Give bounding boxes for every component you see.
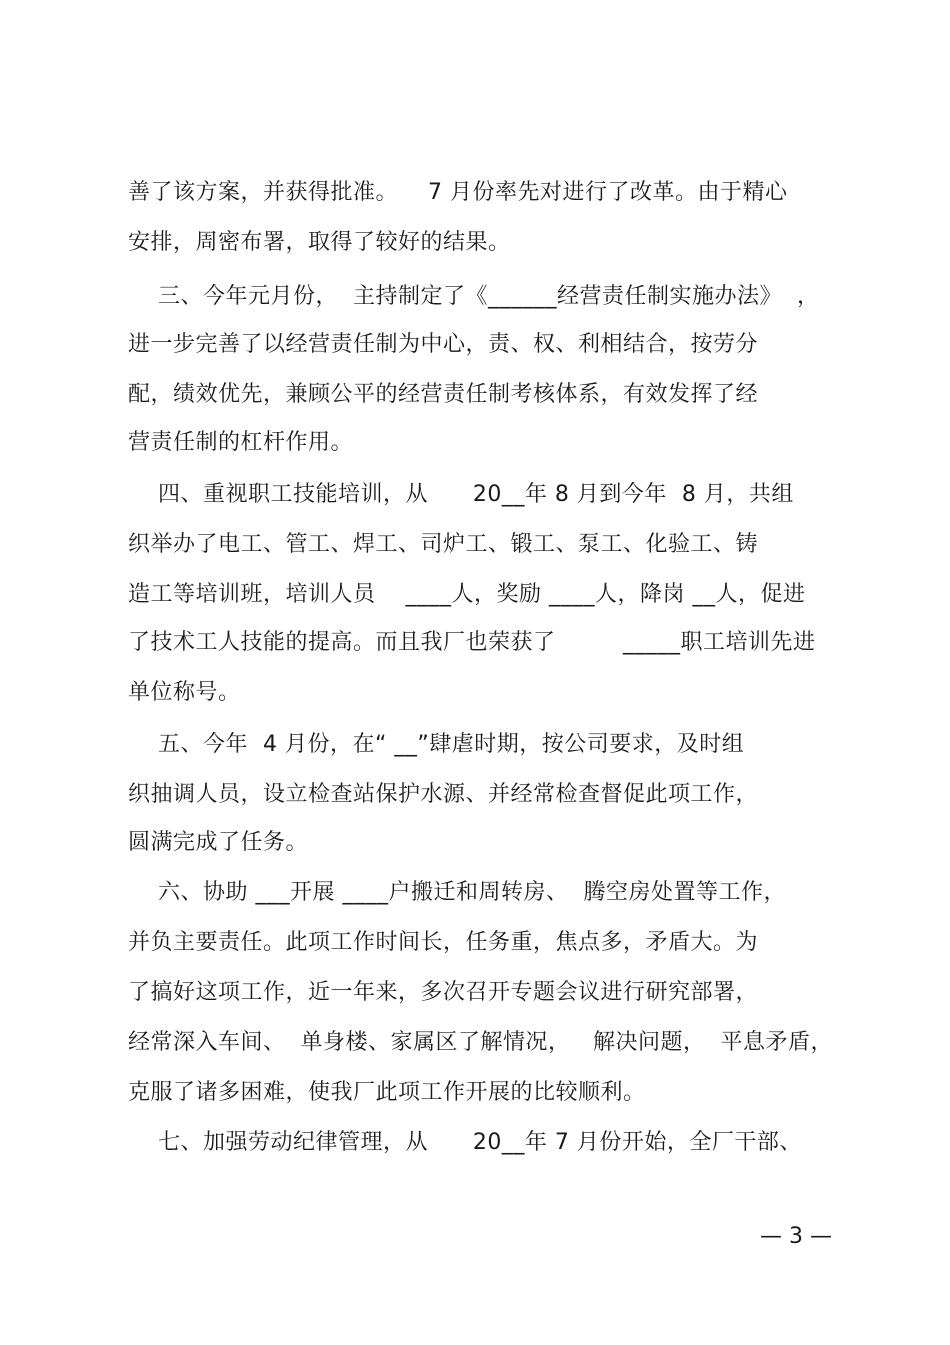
text-line: 四、重视职工技能培训，从 20__年 8 月到今年 8 月，共组 bbox=[128, 482, 794, 507]
text-line: 了技术工人技能的提高。而且我厂也荣获了 _____职工培训先进 bbox=[128, 630, 816, 655]
text-line: 营责任制的杠杆作用。 bbox=[128, 430, 354, 455]
text-line: 造工等培训班，培训人员 ____人，奖励 ____人，降岗 __人，促进 bbox=[128, 582, 806, 607]
text-line: 七、加强劳动纪律管理，从 20__年 7 月份开始，全厂干部、 bbox=[128, 1130, 802, 1155]
text-line: 进一步完善了以经营责任制为中心，责、权、利相结合，按劳分 bbox=[128, 332, 759, 357]
text-line: 三、今年元月份， 主持制定了《______经营责任制实施办法》 ， bbox=[128, 284, 820, 309]
text-line: 织抽调人员，设立检查站保护水源、并经常检查督促此项工作， bbox=[128, 782, 759, 807]
text-line: 并负主要责任。此项工作时间长，任务重，焦点多，矛盾大。为 bbox=[128, 930, 759, 955]
text-line: 六、协助 ___开展 ____户搬迁和周转房、 腾空房处置等工作， bbox=[128, 880, 786, 905]
text-line: 织举办了电工、管工、焊工、司炉工、锻工、泵工、化验工、铸 bbox=[128, 532, 759, 557]
text-line: 圆满完成了任务。 bbox=[128, 830, 309, 855]
text-line: 善了该方案，并获得批准。 7 月份率先对进行了改革。由于精心 bbox=[128, 180, 788, 205]
text-line: 配，绩效优先，兼顾公平的经营责任制考核体系，有效发挥了经 bbox=[128, 382, 759, 407]
text-line: 克服了诸多困难，使我厂此项工作开展的比较顺利。 bbox=[128, 1080, 646, 1105]
text-line: 了搞好这项工作，近一年来，多次召开专题会议进行研究部署， bbox=[128, 980, 759, 1005]
text-line: 单位称号。 bbox=[128, 680, 241, 705]
text-line: 五、今年 4 月份，在“ __”肆虐时期，按公司要求，及时组 bbox=[128, 732, 745, 757]
text-line: 经常深入车间、 单身楼、家属区了解情况， 解决问题， 平息矛盾， bbox=[128, 1030, 833, 1055]
page-number: — 3 — bbox=[760, 1224, 832, 1249]
text-line: 安排，周密布署，取得了较好的结果。 bbox=[128, 230, 511, 255]
